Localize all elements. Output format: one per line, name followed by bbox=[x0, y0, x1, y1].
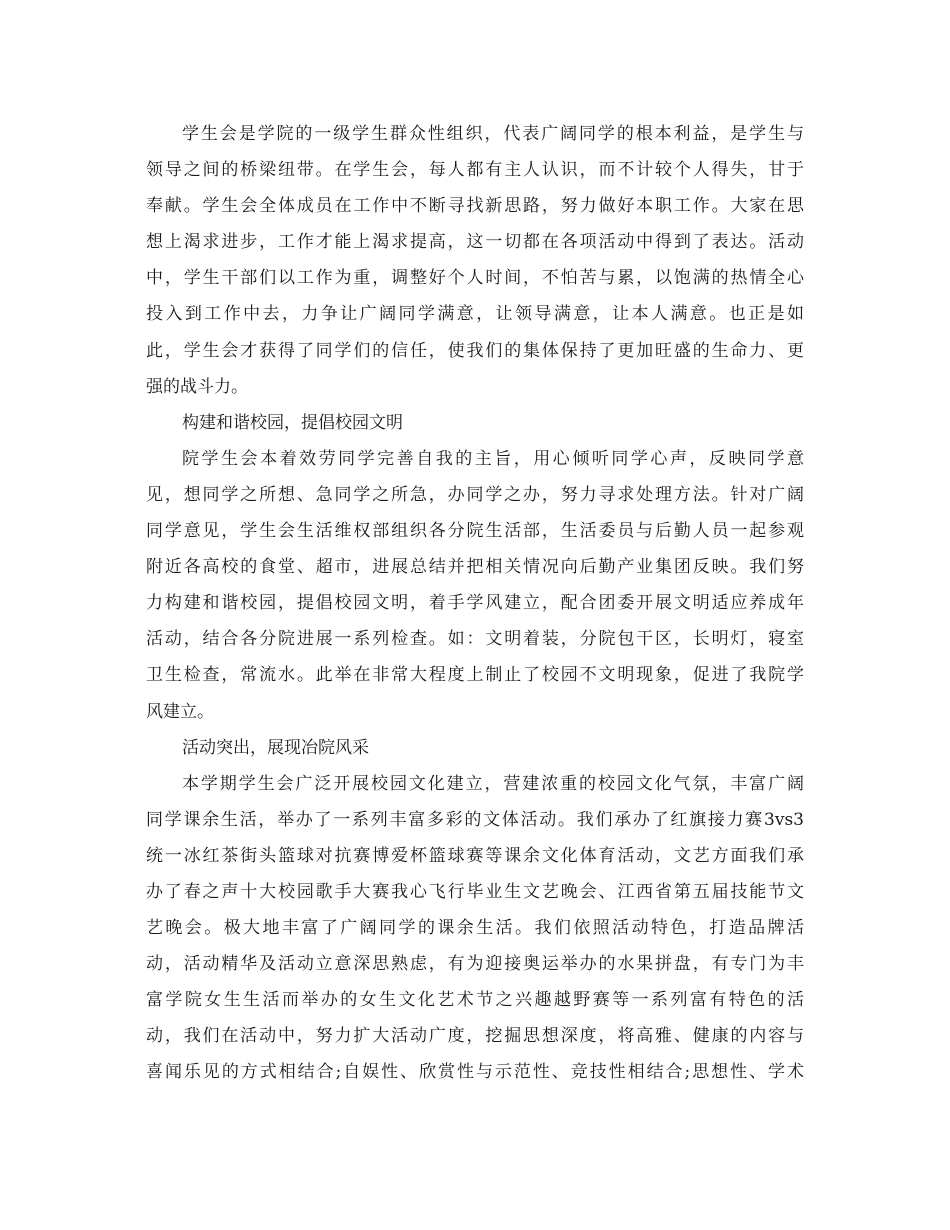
paragraph-first-line: 活动突出，展现冶院风采 bbox=[182, 737, 369, 758]
text-line: 动，活动精华及活动立意深思熟虑，有为迎接奥运举办的水果拼盘，有专门为丰 bbox=[146, 954, 804, 975]
paragraph-first-line: 院学生会本着效劳同学完善自我的主旨，用心倾听同学心声，反映同学意 bbox=[182, 448, 804, 469]
paragraph-first-line: 本学期学生会广泛开展校园文化建立，营建浓重的校园文化气氛，丰富广阔 bbox=[182, 773, 804, 794]
text-line: 附近各高校的食堂、超市，进展总结并把相关情况向后勤产业集团反映。我们努 bbox=[146, 557, 804, 578]
text-line: 动，我们在活动中，努力扩大活动广度，挖掘思想深度，将高雅、健康的内容与 bbox=[146, 1026, 804, 1047]
text-line: 领导之间的桥梁纽带。在学生会，每人都有主人认识，而不计较个人得失，甘于 bbox=[146, 160, 804, 181]
paragraph-first-line: 学生会是学院的一级学生群众性组织，代表广阔同学的根本利益，是学生与 bbox=[182, 124, 804, 144]
text-line: 力构建和谐校园，提倡校园文明，着手学风建立，配合团委开展文明适应养成年 bbox=[146, 593, 804, 614]
text-line: 见，想同学之所想、急同学之所急，办同学之办，努力寻求处理方法。针对广阔 bbox=[146, 484, 804, 505]
text-line: 喜闻乐见的方式相结合;自娱性、欣赏性与示范性、竞技性相结合;思想性、学术 bbox=[146, 1062, 804, 1083]
text-line: 风建立。 bbox=[146, 701, 214, 722]
text-line: 卫生检查，常流水。此举在非常大程度上制止了校园不文明现象，促进了我院学 bbox=[146, 665, 804, 686]
text-line: 统一冰红茶街头篮球对抗赛博爱杯篮球赛等课余文化体育活动，文艺方面我们承 bbox=[146, 845, 804, 866]
text-line: 富学院女生生活而举办的女生文化艺术节之兴趣越野赛等一系列富有特色的活 bbox=[146, 990, 804, 1011]
text-line: 同学课余生活，举办了一系列丰富多彩的文体活动。我们承办了红旗接力赛3vs3 bbox=[146, 809, 804, 830]
text-line: 同学意见，学生会生活维权部组织各分院生活部，生活委员与后勤人员一起参观 bbox=[146, 521, 804, 542]
text-line: 想上渴求进步，工作才能上渴求提高，这一切都在各项活动中得到了表达。活动 bbox=[146, 232, 804, 253]
text-line: 艺晚会。极大地丰富了广阔同学的课余生活。我们依照活动特色，打造品牌活 bbox=[146, 918, 804, 939]
text-line: 中，学生干部们以工作为重，调整好个人时间，不怕苦与累，以饱满的热情全心 bbox=[146, 268, 804, 289]
text-line: 奉献。学生会全体成员在工作中不断寻找新思路，努力做好本职工作。大家在思 bbox=[146, 196, 804, 217]
body-text bbox=[146, 116, 804, 1091]
text-line: 投入到工作中去，力争让广阔同学满意，让领导满意，让本人满意。也正是如 bbox=[146, 304, 804, 325]
text-line: 办了春之声十大校园歌手大赛我心飞行毕业生文艺晚会、江西省第五届技能节文 bbox=[146, 881, 804, 902]
paragraph-first-line: 构建和谐校园，提倡校园文明 bbox=[182, 412, 403, 433]
text-line: 活动，结合各分院进展一系列检查。如：文明着装，分院包干区，长明灯，寝室 bbox=[146, 629, 804, 650]
text-line: 此，学生会才获得了同学们的信任，使我们的集体保持了更加旺盛的生命力、更 bbox=[146, 340, 804, 361]
text-line: 强的战斗力。 bbox=[146, 376, 248, 397]
